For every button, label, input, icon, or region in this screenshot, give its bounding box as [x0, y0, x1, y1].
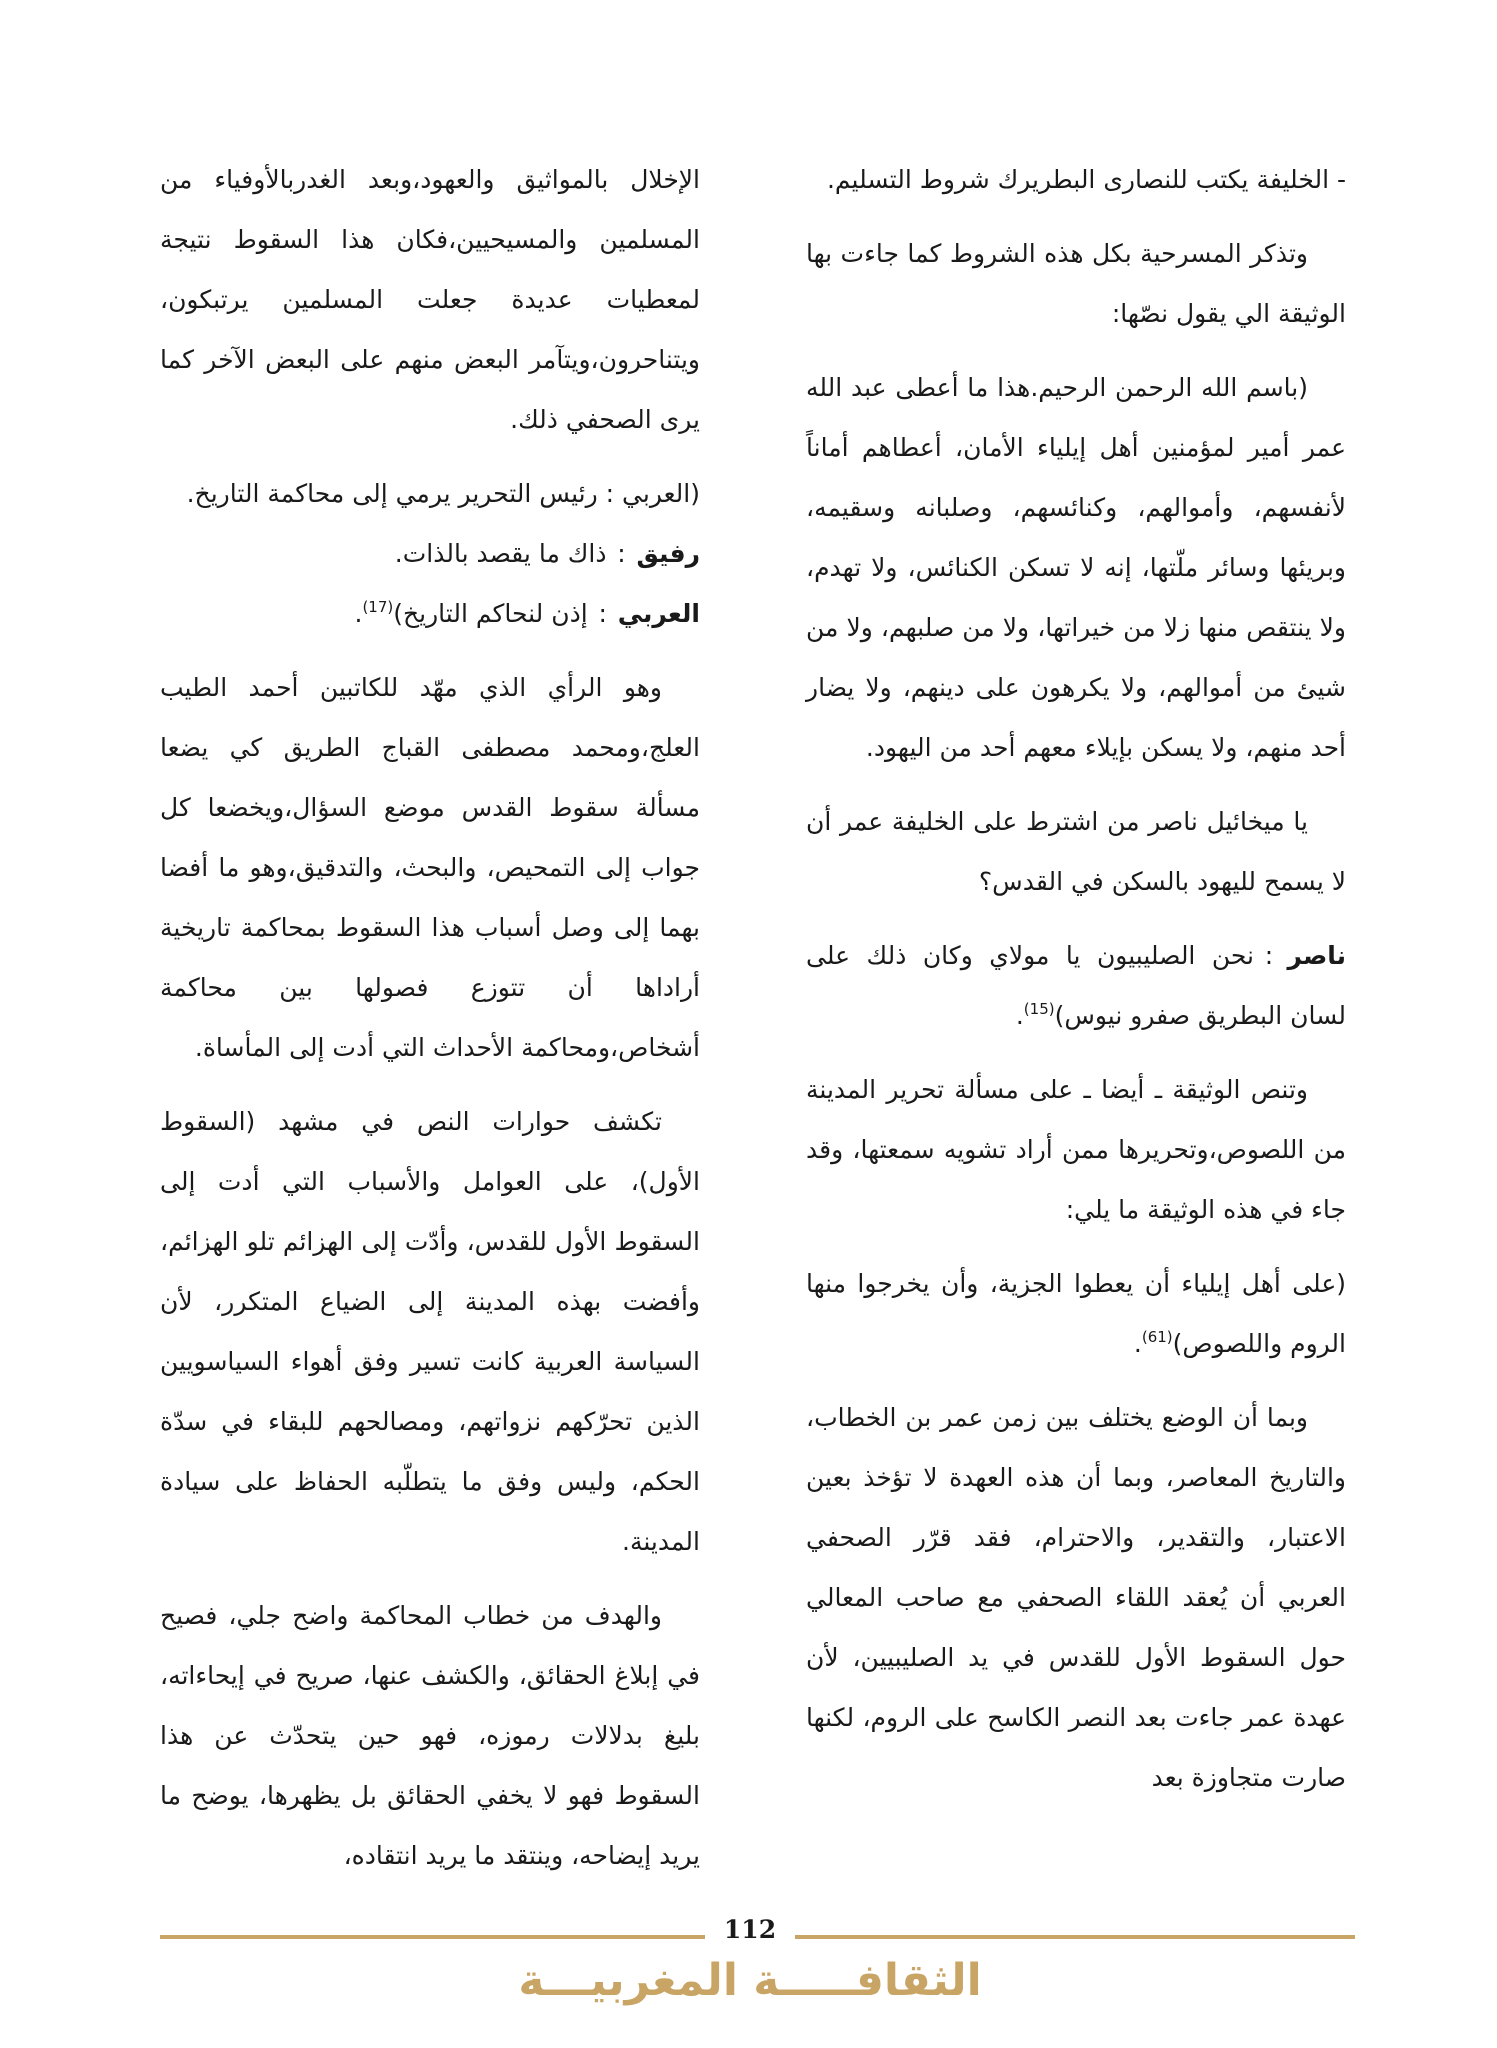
footnote-ref: (17) [362, 598, 394, 616]
paragraph: - الخليفة يكتب للنصارى البطريرك شروط التسليم. [826, 165, 1346, 194]
paragraph: والهدف من خطاب المحاكمة واضح جلي، فصيح في إبلاغ الحقائق، والكشف عنها، صريح في إيحاءاته، بليغ بدلالات رموزه، فهو حين يتحدّث عن هذا السقوط فهو لا يخفي الحقائق بل يظهرها، يوضح ما يريد إيضاحه، وينتقد ما يريد انتقاده، [160, 1601, 700, 1870]
paragraph: تكشف حوارات النص في مشهد (السقوط الأول)، على العوامل والأسباب التي أدت إلى السقوط الأول للقدس، وأدّت إلى الهزائم تلو الهزائم، وأفضت بهذه المدينة إلى الضياع المتكرر، لأن السياسة العربية كانت تسير وفق أهواء السياسويين الذين تحرّكهم نزواتهم، ومصالحهم للبقاء في سدّة الحكم، وليس وفق ما يتطلّبه الحفاظ على سيادة المدينة. [160, 1107, 700, 1556]
sentence-end: . [1133, 1329, 1142, 1358]
footnote-ref: (61) [1141, 1328, 1173, 1346]
paragraph: الإخلال بالمواثيق والعهود،وبعد الغدربالأوفياء من المسلمين والمسيحيين،فكان هذا السقوط نتيجة لمعطيات عديدة جعلت المسلمين يرتبكون، ويتناحرون،ويتآمر البعض منهم على البعض الآخر كما يرى الصحفي ذلك. [160, 165, 700, 434]
right-column [806, 150, 1346, 1822]
speaker-name: العربي [617, 599, 700, 628]
speaker-name: ناصر [1287, 941, 1346, 970]
quoted-document: (باسم الله الرحمن الرحيم.هذا ما أعطى عبد الله عمر أمير لمؤمنين أهل إيلياء الأمان، أعطاهم أماناً لأنفسهم، وأموالهم، وكنائسهم، وصلبانه وسقيمه، وبريئها وسائر ملّتها، إنه لا تسكن الكنائس، ولا تهدم، ولا ينتقص منها زلا من خيراتها، ولا من صلبهم، ولا من شيئ من أموالهم، ولا يكرهون على دينهم، ولا يضار أحد منهم، ولا يسكن بإيلاء معهم أحد من اليهود. [806, 373, 1346, 762]
speaker-colon: : [1264, 941, 1274, 970]
page-number: 112 [723, 1915, 777, 1944]
dialogue-line [160, 524, 700, 584]
speaker-colon: : [617, 539, 626, 568]
paragraph: وهو الرأي الذي مهّد للكاتبين أحمد الطيب العلج،ومحمد مصطفى القباج الطريق كي يضعا مسألة سقوط القدس موضع السؤال،ويخضعا كل جواب إلى التمحيص، والبحث، والتدقيق،وهو ما أفضا بهما إلى وصل أسباب هذا السقوط بمحاكمة تاريخية أراداها أن تتوزع فصولها بين محاكمة أشخاص،ومحاكمة الأحداث التي أدت إلى المأساة. [160, 673, 700, 1062]
paragraph: وتذكر المسرحية بكل هذه الشروط كما جاءت بها الوثيقة الي يقول نصّها: [806, 239, 1346, 328]
dialogue-line [160, 584, 700, 644]
footnote-ref: (15) [1023, 1000, 1055, 1018]
dialogue-line: (العربي : رئيس التحرير يرمي إلى محاكمة التاريخ. [186, 479, 700, 508]
footer-divider-left [160, 1935, 705, 1939]
footer-divider-right [795, 1935, 1355, 1939]
quote-text: (على أهل إيلياء أن يعطوا الجزية، وأن يخرجوا منها الروم واللصوص) [806, 1269, 1346, 1358]
sentence-end: . [1015, 1001, 1024, 1030]
dialogue-text: إذن لنحاكم التاريخ) [393, 599, 588, 628]
speaker-colon: : [598, 599, 607, 628]
quoted-document [806, 1254, 1346, 1374]
paragraph: وبما أن الوضع يختلف بين زمن عمر بن الخطاب، والتاريخ المعاصر، وبما أن هذه العهدة لا تؤخذ بعين الاعتبار، والتقدير، والاحترام، فقد قرّر الصحفي العربي أن يُعقد اللقاء الصحفي مع صاحب المعالي حول السقوط الأول للقدس في يد الصليبيين، لأن عهدة عمر جاءت بعد النصر الكاسح على الروم، لكنها صارت متجاوزة بعد [806, 1403, 1346, 1792]
magazine-title: الثقافـــــة المغربيـــة [518, 1955, 982, 2006]
dialogue-text: ذاك ما يقصد بالذات. [394, 539, 607, 568]
dialogue-line [806, 926, 1346, 1046]
sentence-end: . [354, 599, 363, 628]
paragraph: يا ميخائيل ناصر من اشترط على الخليفة عمر أن لا يسمح لليهود بالسكن في القدس؟ [806, 807, 1346, 896]
speaker-name: رفيق [636, 539, 700, 568]
dialogue-text: نحن الصليبيون يا مولاي وكان ذلك على لسان البطريق صفرو نيوس) [806, 941, 1346, 1030]
paragraph: وتنص الوثيقة ـ أيضا ـ على مسألة تحرير المدينة من اللصوص،وتحريرها ممن أراد تشويه سمعتها، وقد جاء في هذه الوثيقة ما يلي: [806, 1075, 1346, 1224]
left-column [160, 150, 700, 1900]
